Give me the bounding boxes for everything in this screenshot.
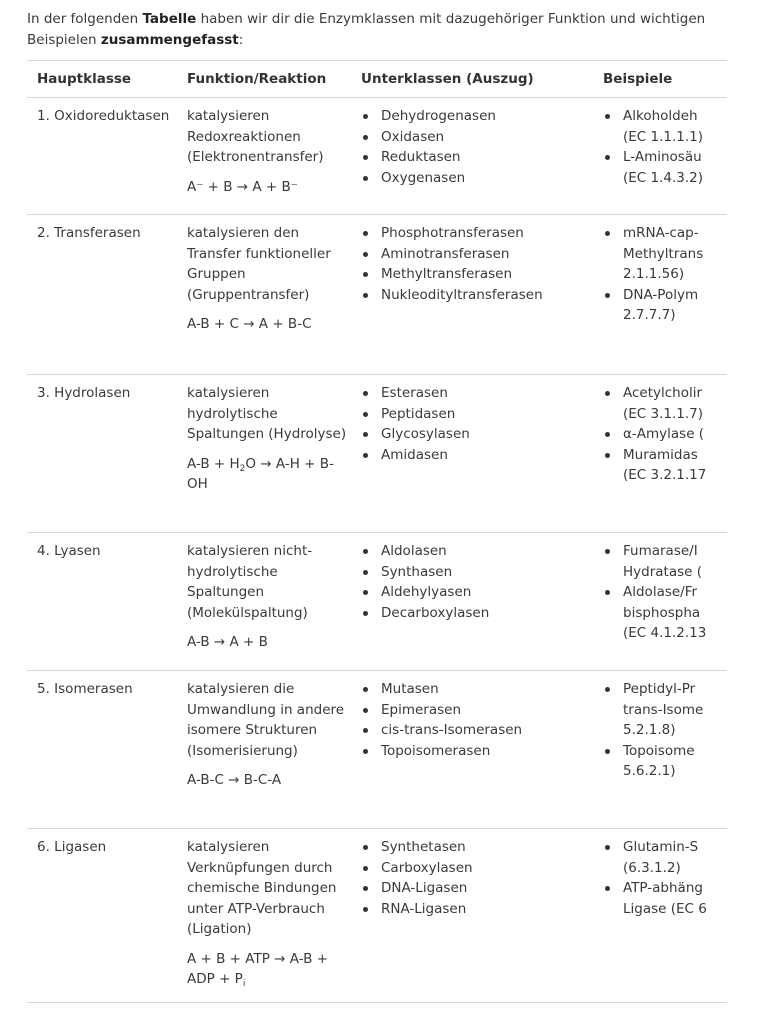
beispiel-line: Alkoholdeh: [623, 108, 698, 124]
cell-beispiele: [593, 375, 727, 533]
unterklassen-list: [361, 223, 593, 305]
cell-hauptklasse: 1. Oxidoreduktasen: [27, 98, 177, 215]
list-item: DNA-Ligasen: [361, 878, 593, 899]
list-item: RNA-Ligasen: [361, 899, 593, 920]
table-row: [27, 671, 727, 829]
list-item: [603, 147, 727, 188]
equation-subscript: i: [242, 979, 246, 989]
list-item: Glycosylasen: [361, 424, 593, 445]
cell-funktion: [177, 533, 351, 671]
intro-text-3: :: [238, 32, 244, 48]
cell-beispiele: [593, 215, 727, 375]
cell-beispiele: [593, 533, 727, 671]
intro-bold-zusammengefasst: zusammengefasst: [100, 32, 239, 48]
cell-beispiele: [593, 98, 727, 215]
equation-subscript: 2: [239, 463, 246, 474]
reaction-equation: A-B-C → B-C-A: [187, 772, 282, 788]
list-item: [603, 285, 727, 326]
beispiel-line: Methyltrans: [623, 245, 704, 262]
table-row: [27, 375, 727, 533]
list-item: cis-trans-Isomerasen: [361, 720, 593, 741]
header-beispiele: Beispiele: [593, 61, 727, 98]
beispiel-line: bisphospha: [623, 604, 701, 621]
beispiele-list: [603, 383, 727, 486]
list-item: [603, 878, 727, 919]
table-header-row: [27, 61, 727, 98]
list-item: Reduktasen: [361, 147, 593, 168]
funktion-text: katalysieren nicht-hydrolytische Spaltungen (Molekülspaltung): [187, 543, 313, 621]
list-item: Dehydrogenasen: [361, 106, 593, 127]
funktion-text: katalysieren hydrolytische Spaltungen (Hydrolyse): [187, 385, 347, 442]
beispiel-line: trans-Isome: [623, 701, 704, 718]
beispiel-line: Topoisome: [623, 742, 695, 759]
table-row: [27, 98, 727, 215]
reaction-equation: [187, 454, 351, 495]
list-item: [603, 741, 727, 782]
list-item: [603, 445, 727, 486]
beispiel-line: ATP-abhäng: [623, 880, 703, 896]
equation-part: A + B + ATP → A-B + ADP + P: [187, 950, 328, 987]
list-item: Oxygenasen: [361, 168, 593, 189]
cell-funktion: [177, 98, 351, 215]
list-item: Nukleodityltransferasen: [361, 285, 593, 306]
beispiel-line: Aldolase/Fr: [623, 584, 698, 600]
enzyme-classes-table: [27, 60, 727, 1003]
list-item: α-Amylase (: [603, 424, 727, 445]
beispiel-line: Fumarase/I: [623, 543, 698, 559]
beispiele-list: [603, 541, 727, 644]
cell-hauptklasse: 4. Lyasen: [27, 533, 177, 671]
reaction-equation: [187, 949, 351, 990]
cell-unterklassen: [351, 375, 593, 533]
list-item: Aldehylyasen: [361, 582, 593, 603]
list-item: Methyltransferasen: [361, 264, 593, 285]
list-item: [603, 541, 727, 582]
beispiel-line: Glutamin-S: [623, 839, 699, 855]
cell-unterklassen: [351, 215, 593, 375]
list-item: [603, 223, 727, 285]
beispiel-line: 2.1.1.56): [623, 266, 685, 282]
beispiel-line: (EC 3.2.1.17: [623, 467, 707, 483]
equation-part: A-B + H: [187, 455, 240, 472]
table-row: [27, 533, 727, 671]
list-item: Esterasen: [361, 383, 593, 404]
funktion-text: katalysieren die Umwandlung in andere isomere Strukturen (Isomerisierung): [187, 681, 345, 759]
equation-part: O → A-H + B-OH: [187, 455, 334, 492]
beispiel-line: Acetylcholir: [623, 385, 703, 401]
unterklassen-list: [361, 541, 593, 623]
list-item: [603, 106, 727, 147]
list-item: Epimerasen: [361, 700, 593, 721]
beispiele-list: [603, 223, 727, 326]
cell-unterklassen: [351, 98, 593, 215]
beispiel-line: 2.7.7.7): [623, 307, 676, 323]
unterklassen-list: [361, 837, 593, 919]
beispiel-line: (6.3.1.2): [623, 859, 681, 876]
beispiel-line: (EC 4.1.2.13: [623, 625, 707, 641]
beispiel-line: 5.2.1.8): [623, 722, 676, 738]
list-item: Synthasen: [361, 562, 593, 583]
list-item: [603, 679, 727, 741]
intro-text-1: In der folgenden: [27, 11, 143, 27]
unterklassen-list: [361, 383, 593, 465]
list-item: Aldolasen: [361, 541, 593, 562]
table-row: [27, 215, 727, 375]
enzyme-table-container[interactable]: [27, 60, 727, 1024]
list-item: Topoisomerasen: [361, 741, 593, 762]
cell-hauptklasse: 2. Transferasen: [27, 215, 177, 375]
beispiel-line: Muramidas: [623, 446, 698, 463]
funktion-text: katalysieren Verknüpfungen durch chemische Bindungen unter ATP-Verbrauch (Ligation): [187, 839, 337, 937]
beispiel-line: (EC 3.1.1.7): [623, 405, 704, 422]
list-item: [603, 582, 727, 644]
header-unterklassen: Unterklassen (Auszug): [351, 61, 593, 98]
cell-beispiele: [593, 671, 727, 829]
header-hauptklasse: Hauptklasse: [27, 61, 177, 98]
list-item: Synthetasen: [361, 837, 593, 858]
table-row: [27, 829, 727, 1003]
beispiele-list: [603, 837, 727, 919]
beispiel-line: DNA-Polym: [623, 286, 699, 303]
list-item: [603, 383, 727, 424]
unterklassen-list: [361, 679, 593, 761]
cell-beispiele: [593, 829, 727, 1003]
list-item: Amidasen: [361, 445, 593, 466]
beispiel-line: mRNA-cap-: [623, 225, 699, 241]
beispiele-list: [603, 679, 727, 782]
list-item: Carboxylasen: [361, 858, 593, 879]
cell-hauptklasse: 3. Hydrolasen: [27, 375, 177, 533]
beispiel-line: Peptidyl-Pr: [623, 681, 696, 697]
list-item: Mutasen: [361, 679, 593, 700]
beispiel-line: Hydratase (: [623, 563, 702, 580]
intro-bold-tabelle: Tabelle: [142, 11, 197, 27]
beispiel-line: L-Aminosäu: [623, 149, 702, 165]
list-item: Decarboxylasen: [361, 603, 593, 624]
intro-paragraph: [27, 9, 747, 51]
unterklassen-list: [361, 106, 593, 188]
reaction-equation: A-B + C → A + B-C: [187, 316, 312, 332]
cell-funktion: [177, 215, 351, 375]
beispiel-line: 5.6.2.1): [623, 763, 676, 779]
list-item: Peptidasen: [361, 404, 593, 425]
list-item: Oxidasen: [361, 127, 593, 148]
cell-funktion: [177, 375, 351, 533]
beispiele-list: [603, 106, 727, 188]
list-item: [603, 837, 727, 878]
cell-funktion: [177, 671, 351, 829]
funktion-text: katalysieren Redoxreaktionen (Elektronentransfer): [187, 108, 324, 165]
header-funktion: Funktion/Reaktion: [177, 61, 351, 98]
beispiel-line: (EC 1.1.1.1): [623, 128, 704, 145]
list-item: Aminotransferasen: [361, 244, 593, 265]
intro-text-2: haben wir dir die Enzymklassen mit dazugehöriger Funktion und wichtigen Beispielen: [27, 11, 706, 48]
reaction-equation: A⁻ + B → A + B⁻: [187, 178, 298, 195]
cell-unterklassen: [351, 671, 593, 829]
cell-unterklassen: [351, 533, 593, 671]
cell-funktion: [177, 829, 351, 1003]
list-item: Phosphotransferasen: [361, 223, 593, 244]
cell-hauptklasse: 5. Isomerasen: [27, 671, 177, 829]
cell-hauptklasse: 6. Ligasen: [27, 829, 177, 1003]
beispiel-line: Ligase (EC 6: [623, 900, 707, 917]
funktion-text: katalysieren den Transfer funktioneller Gruppen (Gruppentransfer): [187, 225, 331, 303]
reaction-equation: A-B → A + B: [187, 634, 268, 650]
cell-unterklassen: [351, 829, 593, 1003]
beispiel-line: (EC 1.4.3.2): [623, 169, 704, 186]
